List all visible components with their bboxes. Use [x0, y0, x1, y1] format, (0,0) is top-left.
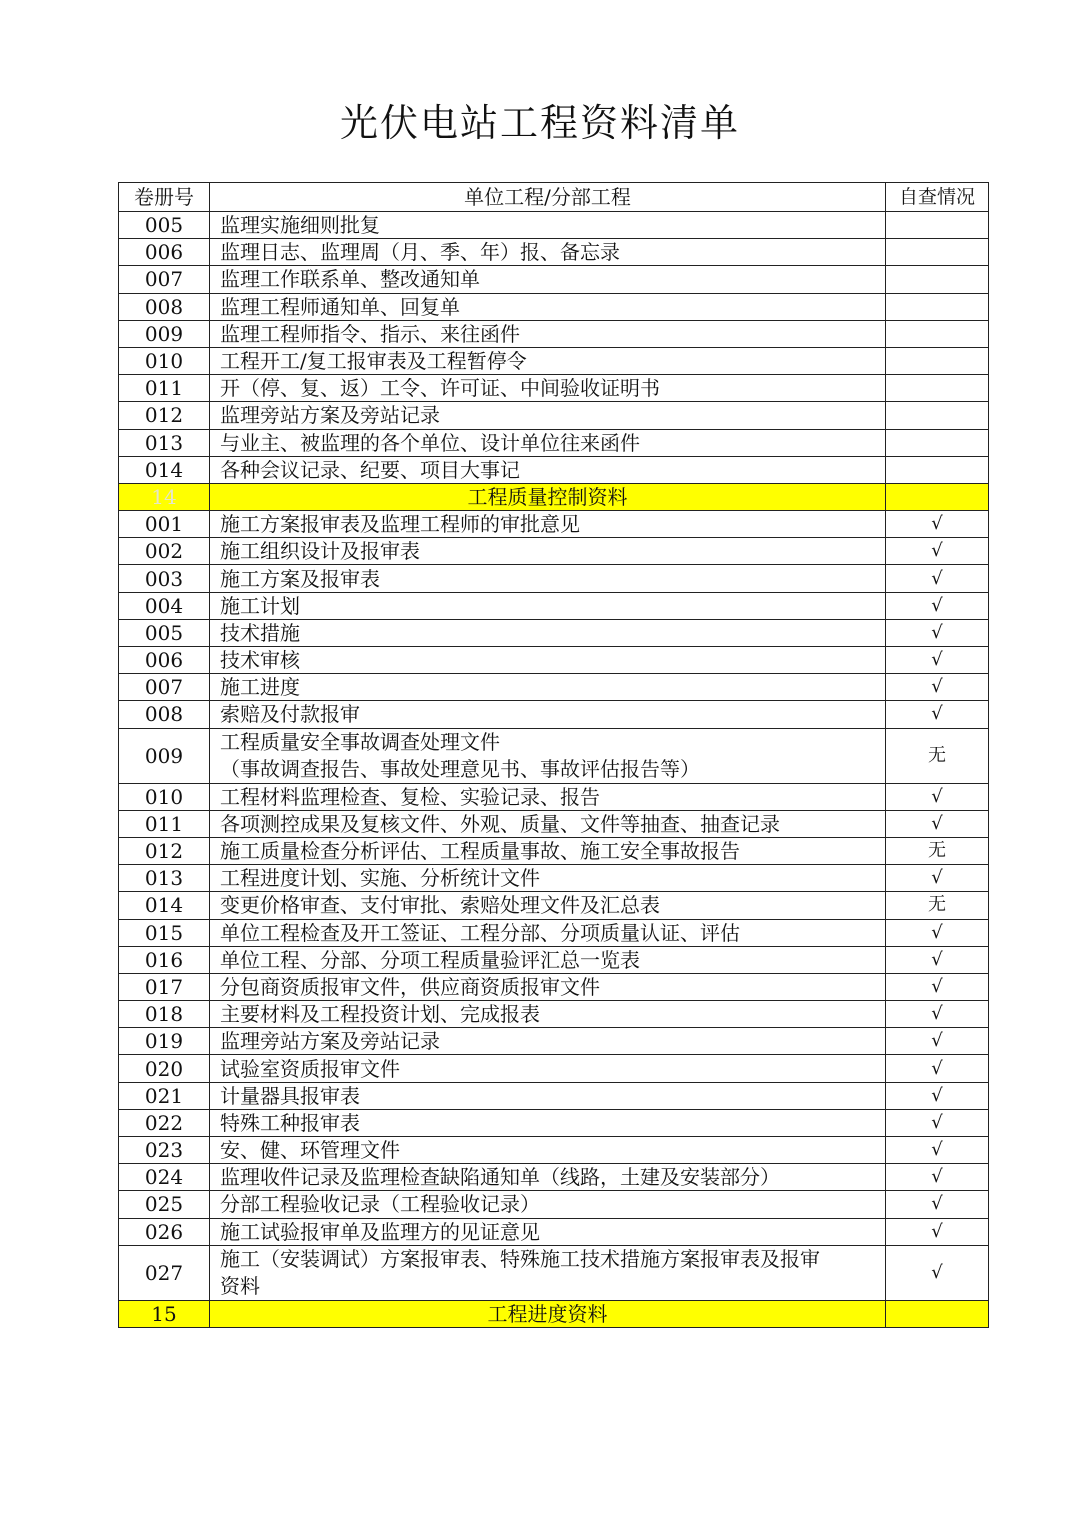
name-cell: 施工计划 — [210, 592, 886, 619]
table-row — [119, 347, 989, 374]
check-cell — [886, 293, 989, 320]
check-cell: √ — [886, 865, 989, 892]
section-row — [119, 1300, 989, 1327]
check-cell — [886, 1300, 989, 1327]
check-cell: 无 — [886, 837, 989, 864]
table-row — [119, 919, 989, 946]
check-cell — [886, 429, 989, 456]
name-cell: 施工组织设计及报审表 — [210, 538, 886, 565]
table-row — [119, 1028, 989, 1055]
volume-cell: 004 — [119, 592, 210, 619]
name-cell: 监理工程师指令、指示、来往函件 — [210, 320, 886, 347]
table-row — [119, 565, 989, 592]
table-row — [119, 293, 989, 320]
table-row — [119, 429, 989, 456]
name-cell: 施工试验报审单及监理方的见证意见 — [210, 1218, 886, 1245]
volume-cell: 024 — [119, 1164, 210, 1191]
table-row — [119, 728, 989, 783]
document-title: 光伏电站工程资料清单 — [339, 101, 740, 145]
name-cell: 单位工程检查及开工签证、工程分部、分项质量认证、评估 — [210, 919, 886, 946]
table-row — [119, 837, 989, 864]
name-cell: 各种会议记录、纪要、项目大事记 — [210, 456, 886, 483]
table-body — [119, 183, 989, 1328]
name-cell: 与业主、被监理的各个单位、设计单位往来函件 — [210, 429, 886, 456]
name-cell: 施工进度 — [210, 674, 886, 701]
volume-cell: 003 — [119, 565, 210, 592]
volume-cell: 011 — [119, 375, 210, 402]
volume-cell: 14 — [119, 483, 210, 510]
check-cell — [886, 483, 989, 510]
name-cell: 变更价格审查、支付审批、索赔处理文件及汇总表 — [210, 892, 886, 919]
volume-cell: 021 — [119, 1082, 210, 1109]
volume-cell: 014 — [119, 892, 210, 919]
volume-cell: 022 — [119, 1109, 210, 1136]
table-row — [119, 701, 989, 728]
name-cell: 技术措施 — [210, 619, 886, 646]
volume-cell: 006 — [119, 239, 210, 266]
check-cell: √ — [886, 1164, 989, 1191]
name-cell: 监理工作联系单、整改通知单 — [210, 266, 886, 293]
volume-cell: 025 — [119, 1191, 210, 1218]
volume-cell: 15 — [119, 1300, 210, 1327]
table-row — [119, 674, 989, 701]
volume-cell: 012 — [119, 402, 210, 429]
table-row — [119, 865, 989, 892]
volume-cell: 007 — [119, 674, 210, 701]
name-cell: 监理收件记录及监理检查缺陷通知单（线路，土建及安装部分） — [210, 1164, 886, 1191]
check-cell: 无 — [886, 892, 989, 919]
name-line-2: （事故调查报告、事故处理意见书、事故评估报告等） — [220, 756, 700, 781]
check-cell: √ — [886, 1109, 989, 1136]
check-cell — [886, 212, 989, 239]
table-row — [119, 810, 989, 837]
check-cell: 无 — [886, 728, 989, 783]
volume-cell: 012 — [119, 837, 210, 864]
volume-cell: 013 — [119, 429, 210, 456]
table-row — [119, 1137, 989, 1164]
name-cell: 分部工程验收记录（工程验收记录） — [210, 1191, 886, 1218]
name-line-1: 工程质量安全事故调查处理文件 — [220, 729, 500, 754]
name-cell: 监理工程师通知单、回复单 — [210, 293, 886, 320]
check-cell: √ — [886, 946, 989, 973]
table-header-row — [119, 183, 989, 212]
check-cell: √ — [886, 511, 989, 538]
table-row — [119, 266, 989, 293]
header-volume: 卷册号 — [119, 183, 210, 212]
check-cell: √ — [886, 1082, 989, 1109]
volume-cell: 002 — [119, 538, 210, 565]
volume-cell: 018 — [119, 1001, 210, 1028]
check-cell: √ — [886, 592, 989, 619]
check-cell: √ — [886, 1028, 989, 1055]
header-check: 自查情况 — [886, 183, 989, 212]
volume-cell: 010 — [119, 783, 210, 810]
table-row — [119, 1109, 989, 1136]
name-line-2: 资料 — [220, 1273, 260, 1298]
name-cell: 分包商资质报审文件，供应商资质报审文件 — [210, 973, 886, 1000]
volume-cell: 027 — [119, 1245, 210, 1300]
section-row — [119, 483, 989, 510]
name-cell: 施工方案及报审表 — [210, 565, 886, 592]
table-row — [119, 1245, 989, 1300]
check-cell: √ — [886, 1055, 989, 1082]
table-row — [119, 239, 989, 266]
name-cell: 各项测控成果及复核文件、外观、质量、文件等抽查、抽查记录 — [210, 810, 886, 837]
volume-cell: 010 — [119, 347, 210, 374]
volume-cell: 026 — [119, 1218, 210, 1245]
volume-cell: 023 — [119, 1137, 210, 1164]
table-row — [119, 212, 989, 239]
name-cell: 监理旁站方案及旁站记录 — [210, 1028, 886, 1055]
volume-cell: 009 — [119, 728, 210, 783]
name-cell: 监理日志、监理周（月、季、年）报、备忘录 — [210, 239, 886, 266]
volume-cell: 020 — [119, 1055, 210, 1082]
volume-cell: 008 — [119, 293, 210, 320]
name-cell: 安、健、环管理文件 — [210, 1137, 886, 1164]
volume-cell: 005 — [119, 212, 210, 239]
name-cell: 施工方案报审表及监理工程师的审批意见 — [210, 511, 886, 538]
volume-cell: 017 — [119, 973, 210, 1000]
volume-cell: 019 — [119, 1028, 210, 1055]
check-cell: √ — [886, 1137, 989, 1164]
table-row — [119, 1082, 989, 1109]
name-cell: 施工质量检查分析评估、工程质量事故、施工安全事故报告 — [210, 837, 886, 864]
check-cell: √ — [886, 1245, 989, 1300]
check-cell — [886, 456, 989, 483]
check-cell: √ — [886, 1001, 989, 1028]
table-row — [119, 592, 989, 619]
check-cell — [886, 347, 989, 374]
name-cell: 单位工程、分部、分项工程质量验评汇总一览表 — [210, 946, 886, 973]
check-cell: √ — [886, 783, 989, 810]
name-cell: 开（停、复、返）工令、许可证、中间验收证明书 — [210, 375, 886, 402]
table-row — [119, 783, 989, 810]
check-cell: √ — [886, 1191, 989, 1218]
name-cell: 特殊工种报审表 — [210, 1109, 886, 1136]
name-cell: 工程材料监理检查、复检、实验记录、报告 — [210, 783, 886, 810]
check-cell — [886, 402, 989, 429]
check-cell: √ — [886, 1218, 989, 1245]
table-row — [119, 538, 989, 565]
volume-cell: 007 — [119, 266, 210, 293]
document-list-table — [118, 182, 989, 1328]
table-row — [119, 1001, 989, 1028]
table-row — [119, 375, 989, 402]
volume-cell: 001 — [119, 511, 210, 538]
header-name: 单位工程/分部工程 — [210, 183, 886, 212]
check-cell: √ — [886, 973, 989, 1000]
table-row — [119, 456, 989, 483]
volume-cell: 005 — [119, 619, 210, 646]
volume-cell: 011 — [119, 810, 210, 837]
name-line-1: 施工（安装调试）方案报审表、特殊施工技术措施方案报审表及报审 — [220, 1246, 820, 1271]
check-cell: √ — [886, 619, 989, 646]
check-cell — [886, 239, 989, 266]
name-cell: 监理旁站方案及旁站记录 — [210, 402, 886, 429]
check-cell: √ — [886, 647, 989, 674]
check-cell: √ — [886, 538, 989, 565]
table-row — [119, 647, 989, 674]
volume-cell: 014 — [119, 456, 210, 483]
table-row — [119, 1218, 989, 1245]
volume-cell: 015 — [119, 919, 210, 946]
name-cell — [210, 1245, 886, 1300]
check-cell: √ — [886, 565, 989, 592]
volume-cell: 009 — [119, 320, 210, 347]
check-cell: √ — [886, 810, 989, 837]
section-title-cell: 工程质量控制资料 — [210, 483, 886, 510]
name-cell: 工程开工/复工报审表及工程暂停令 — [210, 347, 886, 374]
name-cell: 索赔及付款报审 — [210, 701, 886, 728]
name-cell — [210, 728, 886, 783]
check-cell: √ — [886, 919, 989, 946]
volume-cell: 016 — [119, 946, 210, 973]
table-row — [119, 1055, 989, 1082]
check-cell — [886, 320, 989, 347]
name-cell: 技术审核 — [210, 647, 886, 674]
name-cell: 计量器具报审表 — [210, 1082, 886, 1109]
check-cell: √ — [886, 701, 989, 728]
table-row — [119, 946, 989, 973]
check-cell — [886, 266, 989, 293]
name-cell: 监理实施细则批复 — [210, 212, 886, 239]
check-cell — [886, 375, 989, 402]
table-row — [119, 1191, 989, 1218]
name-cell: 试验室资质报审文件 — [210, 1055, 886, 1082]
name-cell: 主要材料及工程投资计划、完成报表 — [210, 1001, 886, 1028]
table-row — [119, 619, 989, 646]
table-row — [119, 402, 989, 429]
volume-cell: 008 — [119, 701, 210, 728]
volume-cell: 006 — [119, 647, 210, 674]
table-row — [119, 973, 989, 1000]
table-row — [119, 511, 989, 538]
check-cell: √ — [886, 674, 989, 701]
table-row — [119, 320, 989, 347]
volume-cell: 013 — [119, 865, 210, 892]
section-title-cell: 工程进度资料 — [210, 1300, 886, 1327]
table-row — [119, 1164, 989, 1191]
name-cell: 工程进度计划、实施、分析统计文件 — [210, 865, 886, 892]
table-row — [119, 892, 989, 919]
